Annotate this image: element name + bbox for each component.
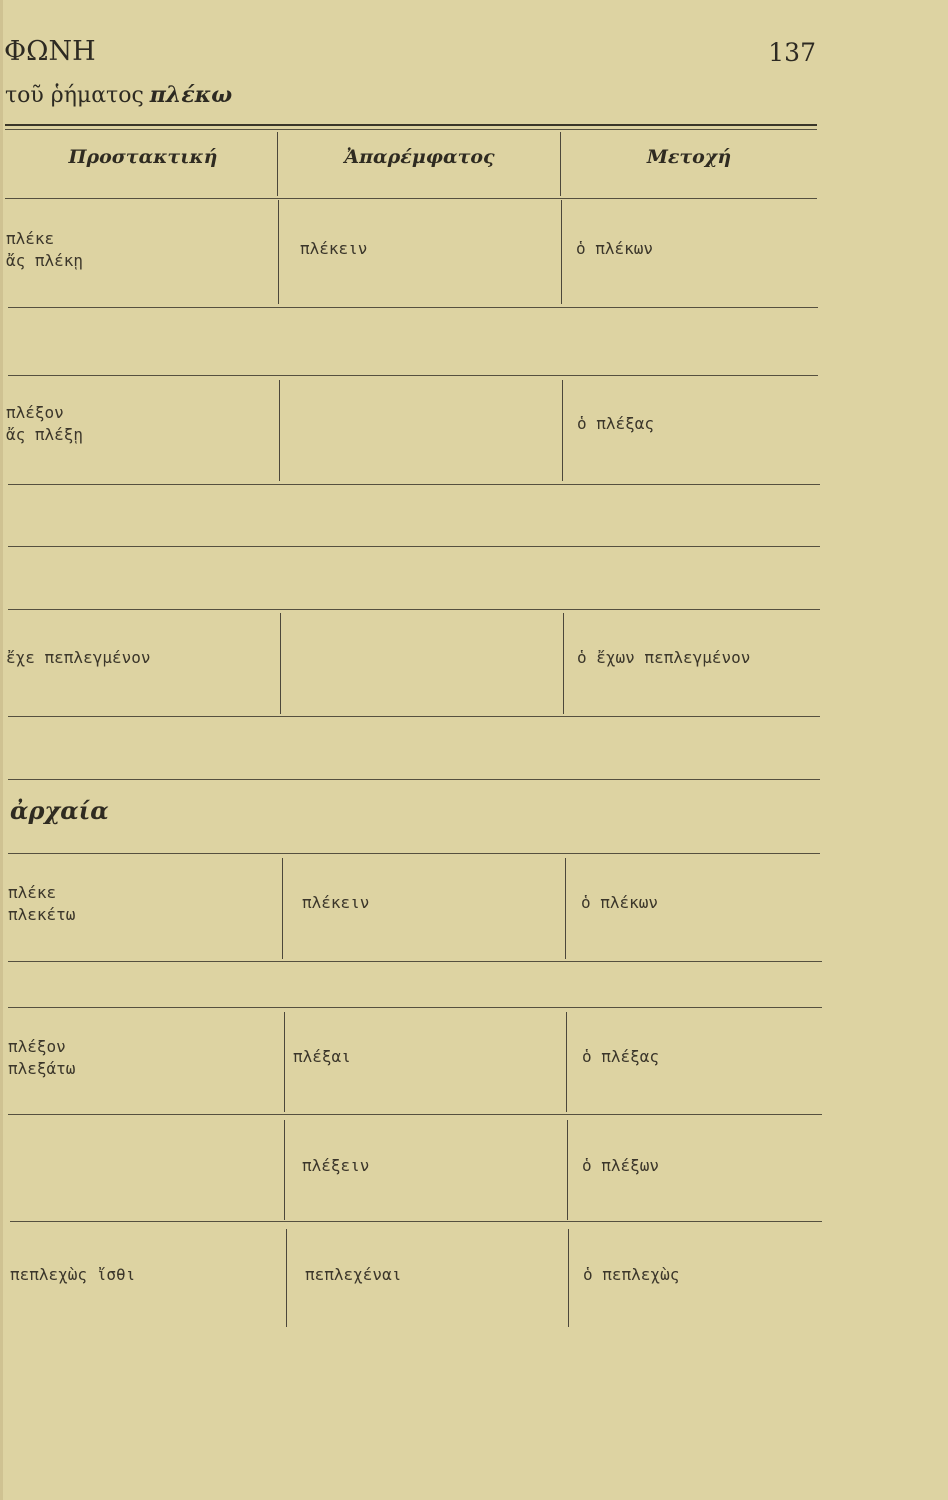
infinitive-cell: πλέξειν <box>302 1156 370 1175</box>
participle-cell: ὁ πλέκων <box>581 893 659 912</box>
imperative-cell <box>6 228 83 272</box>
imperative-cell <box>6 647 151 669</box>
imperative-form: πλέκε <box>8 883 57 902</box>
imperative-form: ἄς πλέξῃ <box>6 425 84 444</box>
row-divider <box>282 858 283 959</box>
imperative-form: πλέξον <box>6 403 64 422</box>
participle-cell: ὁ πλέκων <box>576 239 654 258</box>
row-divider <box>562 380 563 481</box>
page-number: 137 <box>768 38 816 67</box>
imperative-form: πλέξον <box>8 1037 66 1056</box>
participle-cell: ὁ ἔχων πεπλεγμένον <box>577 648 751 667</box>
participle-cell: ὁ πεπλεχὼς <box>583 1265 680 1284</box>
participle-cell: ὁ πλέξων <box>582 1156 660 1175</box>
row-rule <box>8 716 820 717</box>
imperative-cell <box>10 1264 135 1286</box>
row-rule <box>8 779 820 780</box>
row-rule <box>8 307 818 308</box>
imperative-form: πεπλεχὼς ἴσθι <box>10 1265 136 1284</box>
row-divider <box>286 1229 287 1327</box>
imperative-cell <box>8 1036 75 1080</box>
header-rule <box>5 198 817 199</box>
section-rule <box>8 853 820 854</box>
row-divider <box>280 613 281 714</box>
subtitle-prefix: τοῦ ῥήματος <box>5 83 144 108</box>
row-rule <box>10 1221 822 1222</box>
top-rule <box>5 124 817 126</box>
verb-name: πλέκω <box>149 82 233 108</box>
imperative-cell <box>8 882 75 926</box>
participle-cell: ὁ πλέξας <box>577 414 655 433</box>
row-rule <box>8 609 820 610</box>
infinitive-cell: πλέκειν <box>302 893 370 912</box>
infinitive-cell: πλέξαι <box>293 1047 351 1066</box>
row-divider <box>568 1229 569 1327</box>
row-divider <box>565 858 566 959</box>
row-divider <box>284 1012 285 1112</box>
row-divider <box>278 200 279 304</box>
imperative-cell <box>6 402 83 446</box>
imperative-form: ἄς πλέκῃ <box>6 251 84 270</box>
top-rule-thin <box>5 129 817 130</box>
column-header-infinitive: Ἀπαρέμφατος <box>344 146 495 168</box>
imperative-form: πλέκε <box>6 229 55 248</box>
column-header-imperative: Προστακτική <box>68 146 218 168</box>
row-divider <box>279 380 280 481</box>
row-rule <box>8 484 820 485</box>
row-divider <box>566 1012 567 1112</box>
row-rule <box>8 1114 822 1115</box>
verb-subtitle <box>5 82 232 108</box>
page-edge <box>0 0 3 1500</box>
row-rule <box>8 1007 822 1008</box>
infinitive-cell: πεπλεχέναι <box>305 1265 402 1284</box>
row-divider <box>567 1120 568 1220</box>
infinitive-cell: πλέκειν <box>300 239 368 258</box>
header-divider <box>277 132 278 196</box>
participle-cell: ὁ πλέξας <box>582 1047 660 1066</box>
imperative-form: πλεκέτω <box>8 905 76 924</box>
imperative-form: ἔχε πεπλεγμένον <box>6 648 151 667</box>
row-rule <box>8 961 822 962</box>
row-divider <box>563 613 564 714</box>
header-divider <box>560 132 561 196</box>
imperative-form: πλεξάτω <box>8 1059 76 1078</box>
column-header-participle: Μετοχή <box>646 146 732 168</box>
row-rule <box>8 375 818 376</box>
row-divider <box>561 200 562 304</box>
voice-heading: ΦΩΝΗ <box>4 36 96 67</box>
ancient-section-label: ἀρχαία <box>10 796 109 825</box>
row-divider <box>284 1120 285 1220</box>
row-rule <box>8 546 820 547</box>
